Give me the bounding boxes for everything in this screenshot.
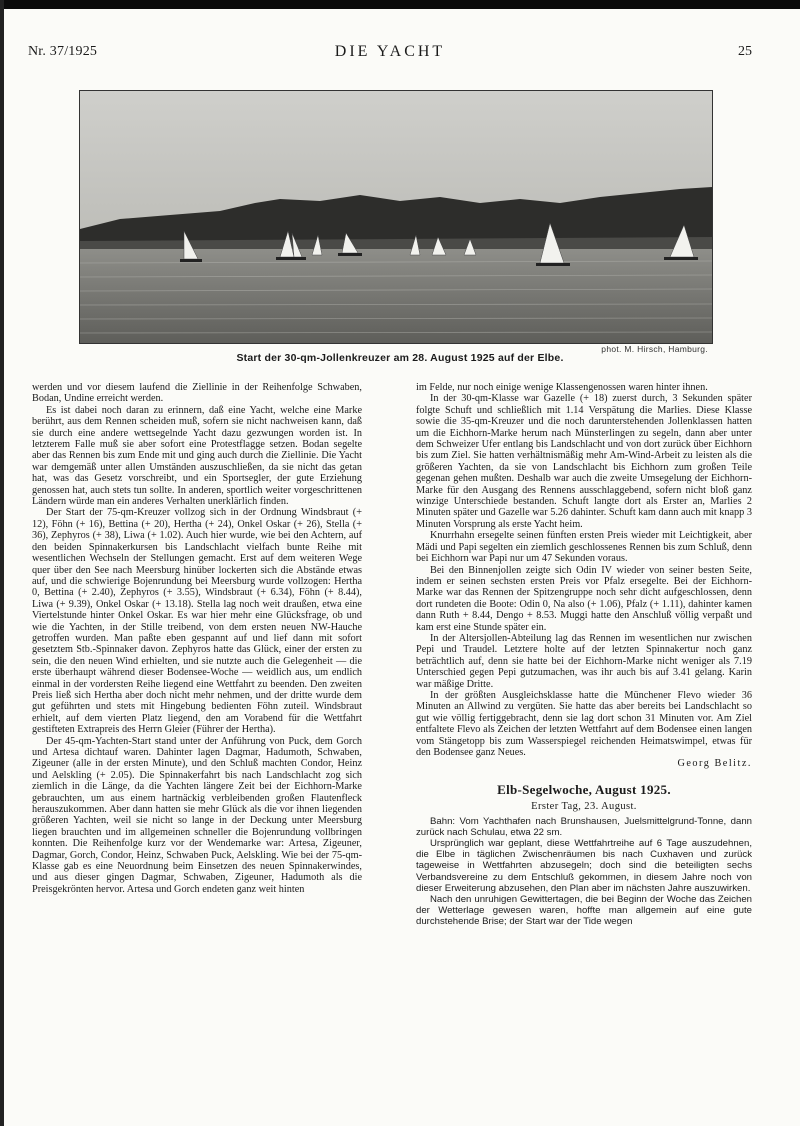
section-subtitle: Erster Tag, 23. August. (531, 801, 637, 813)
author-signature: Georg Belitz. (677, 758, 752, 770)
scan-top-border (0, 0, 800, 9)
regatta-photo (79, 90, 713, 344)
paragraph: Ursprünglich war geplant, diese Wettfahrtreihe auf 6 Tage auszudehnen, die Elbe in täglichen Zwischenräumen bis nach Cuxhaven und zurück tageweise in Wettfahrten abzusegeln; doch sind die beteiligten sechs Verbandsvereine zu dem Entschluß gekommen, in diesem Jahre noch von dieser Erweiterung abzusehen, den Plan aber im nächsten Jahre auszuwirken. (416, 838, 752, 894)
photo-credit: phot. M. Hirsch, Hamburg. (601, 344, 708, 354)
paragraph: Es ist dabei noch daran zu erinnern, daß eine Yacht, welche eine Marke berührt, aus dem Rennen scheiden muß, sofern sie nicht nachweisen kann, daß sie durch eine andere wettsegelnde Yacht dazu gezwungen worden ist. In letzterem Falle muß sie aber sofort eine Protestflagge setzen. Bodan segelte aber das Rennen bis zum Ende mit und ging auch durch die Ziellinie. Die Yacht war demgemäß unter allen Umständen auszuschließen, da sie nicht das getan hat, was das Gesetz vorschreibt, und ein Sportsegler, der gute Erziehung genossen hat, auch stets tun sollte. In anderen, sportlich weiter vorgeschrittenen Ländern würde man ein anderes Verhalten unerklärlich finden. (32, 404, 362, 508)
photo-caption: Start der 30-qm-Jollenkreuzer am 28. August 1925 auf der Elbe. (236, 352, 564, 364)
paragraph: werden und vor diesem laufend die Ziellinie in der Reihenfolge Schwaben, Bodan, Undine erreicht werden. (32, 382, 362, 405)
left-column (32, 382, 362, 895)
paragraph: im Felde, nur noch einige wenige Klassengenossen waren hinter ihnen. (416, 382, 708, 393)
paragraph: Nach den unruhigen Gewittertagen, die bei Beginn der Woche das Zeichen der Wetterlage gewesen waren, hoffte man allgemein auf eine gute durchstehende Brise; der Start war der Tide wegen (416, 894, 752, 928)
issue-number: Nr. 37/1925 (28, 44, 98, 59)
page-header (28, 44, 752, 64)
page-number: 25 (738, 44, 752, 59)
magazine-title: DIE YACHT (334, 43, 446, 60)
paragraph: Bei den Binnenjollen zeigte sich Odin IV wieder von seiner besten Seite, indem er seinen sechsten ersten Preis vor Pfalz ersegelte. Bei der Eichhorn-Marke war das Rennen der Spitzengruppe noch sehr dicht aufgeschlossen, denn dort rundeten die Boote: Odin 0, Na also (+ 1.06), Pfalz (+ 1.11), dahinter kamen dann Ruth + 8.44, Dengo + 8.53. Muggi hatte den Anschluß völlig verpaßt und kam erst eine Stunde später ein. (416, 564, 752, 633)
scan-left-border (0, 0, 4, 1126)
paragraph: In der 30-qm-Klasse war Gazelle (+ 18) zuerst durch, 3 Sekunden später folgte Schuft und schließlich mit 1.14 Verspätung die Marlies. Diese Klasse sowie die 35-qm-Kreuzer und die noch darunterstehenden Jollenklassen hatten um die Eichhorn-Marke herum nach Münsterlingen zu segeln, dann aber unter dem Schweizer Ufer entlang bis Landschlacht und von dort zurück über Eichhorn bis zum Ziel. Sie hatten verhältnismäßig mehr Am-Wind-Arbeit zu leisten als die größeren Yachten, da sie von Landschlacht bis Eichhorn zum großen Teile gegenan gehen mußten. Deshalb war auch die zweite Umsegelung der Eichhorn-Marke für den Ausgang des Rennens ausschlaggebend, sofern nicht bloß ganz winzige Unterschiede bestanden. Schuft langte dort als Erster an, Marlies 2 Minuten später und Gazelle war 5.26 dahinter. Schuft kam dann auch mit knapp 3 Minuten Vorsprung als erste Yacht heim. (416, 393, 752, 530)
paragraph: Bahn: Vom Yachthafen nach Brunshausen, Juelsmittelgrund-Tonne, dann zurück nach Schulau, etwa 22 sm. (416, 815, 752, 838)
right-column (416, 382, 752, 928)
paragraph: Der Start der 75-qm-Kreuzer vollzog sich in der Ordnung Windsbraut (+ 12), Föhn (+ 16), Bettina (+ 20), Hertha (+ 24), Onkel Oskar (+ 26), Stella (+ 36), Zephyros (+ 38), Liwa (+ 1.02). Auch hier wurde, wie bei den Achtern, auf den beiden Spinnakerkursen bis Landschlacht vielfach bunte Reihe mit wesentlichen Wechseln der Stellungen gemacht. Erst auf dem weiteren Wege quer über den See nach Meersburg hinüber lockerten sich die Abstände etwas auf, und die schwierige Bojenrundung bei Meersburg wurde vollzogen: Hertha 0, Bettina (+ 2.40), Zephyros (+ 3.55), Windsbraut (+ 6.34), Föhn (+ 8.44), Liwa (+ 9.39), Onkel Oskar (+ 13.18). Stella lag noch weit draußen, etwa eine Viertelstunde hinter Onkel Oskar. Es war hier mehr eine Glücksfrage, ob und wie die Yachten, in der Stille treibend, von dem ersten neuen NW-Hauche getroffen wurden. Man paßte eben gespannt auf und lief dann mit sofort gesetztem Stb.-Spinnaker davon. Zephyros hatte das Glück, einer der ersten zu sein, die den neuen Wind erhielten, und sie nutzte auch die Gelegenheit — die erste überhaupt während dieser Bodensee-Woche — weidlich aus, um endlich einmal in der vordersten Reihe liegend eine Wettfahrt zu beenden. Den zweiten Preis ließ sich Hertha aber doch nicht mehr nehmen, und der dritte wurde dem gut geführten und stets mit Hingebung bedienten Föhn zuteil. Windsbraut erhielt, auf dem vierten Platz liegend, den am Vorabend für die Wettfahrt gestifteten Extrapreis des Herrn Gleier (Führer der Hertha). (32, 507, 362, 736)
section-title: Elb-Segelwoche, August 1925. (497, 781, 671, 797)
paragraph: In der größten Ausgleichsklasse hatte die Münchener Flevo wieder 36 Minuten an Allwind zu vergüten. Sie hatte das aber bereits bei Landschlacht so gut wie völlig fertiggebracht, denn sie lag dort schon 31 Minuten vor. Am Ziel entfaltete Flevo als Zeichen der letzten Wettfahrt auf dem Bodensee einen langen vom Stängetopp bis zum Wasserspiegel reichenden Heimatswimpel, etwas für den Bodensee ganz Neues. (416, 689, 752, 758)
paragraph: In der Altersjollen-Abteilung lag das Rennen im wesentlichen nur zwischen Pepi und Traudel. Letztere holte auf der letzten Spinnakertur noch ganz beträchtlich auf, denn sie hatte bei der Eichhorn-Marke nicht weniger als 7.19 Unterschied gegen Pepi gutzumachen, was ihr auch bis auf 3.41 gelang. Karin war mäßige Dritte. (416, 632, 752, 690)
paragraph: Der 45-qm-Yachten-Start stand unter der Anführung von Puck, dem Gorch und Artesa dichtauf waren. Dahinter lagen Dagmar, Hadumoth, Schwaben, Zigeuner (alle in der ersten Minute), und den Schluß machten Condor, Heinz und Aelskling (+ 2.05). Die Spinnakerfahrt bis nach Landschlacht zog sich ziemlich in die Länge, da die Yachten längere Zeit bei der Eichhorn-Marke gebrauchten, um aus einem hartnäckig verbleibenden großen Flautenfleck herauszukommen. Aber dann hatten sie mehr Glück als die vor ihnen liegenden größeren Yachten, weil sie nicht so lange in der Deckung unter Meersburg liegen brauchten und im allgemeinen schneller die Bojenrundung vollbringen konnten. Die Reihenfolge kurz vor der Wendemarke war: Artesa, Zigeuner, Dagmar, Gorch, Condor, Heinz, Schwaben Puck, Aelskling. Wie bei der 75-qm-Klasse gab es eine Neuordnung beim Einsetzen des neuen Spinnakerwindes, und aus dieser gingen Dagmar, Schwaben, Zigeuner, Hadumoth als die Preisgekrönten hervor. Artesa und Gorch endeten ganz weit hinten (32, 735, 362, 895)
paragraph: Knurrhahn ersegelte seinen fünften ersten Preis wieder mit Leichtigkeit, aber Mädi und Papi segelten ein ziemlich geschlossenes Rennen bis zum Schluß, denn bei Eichhorn war Papi nur um 47 Sekunden voraus. (416, 530, 752, 565)
